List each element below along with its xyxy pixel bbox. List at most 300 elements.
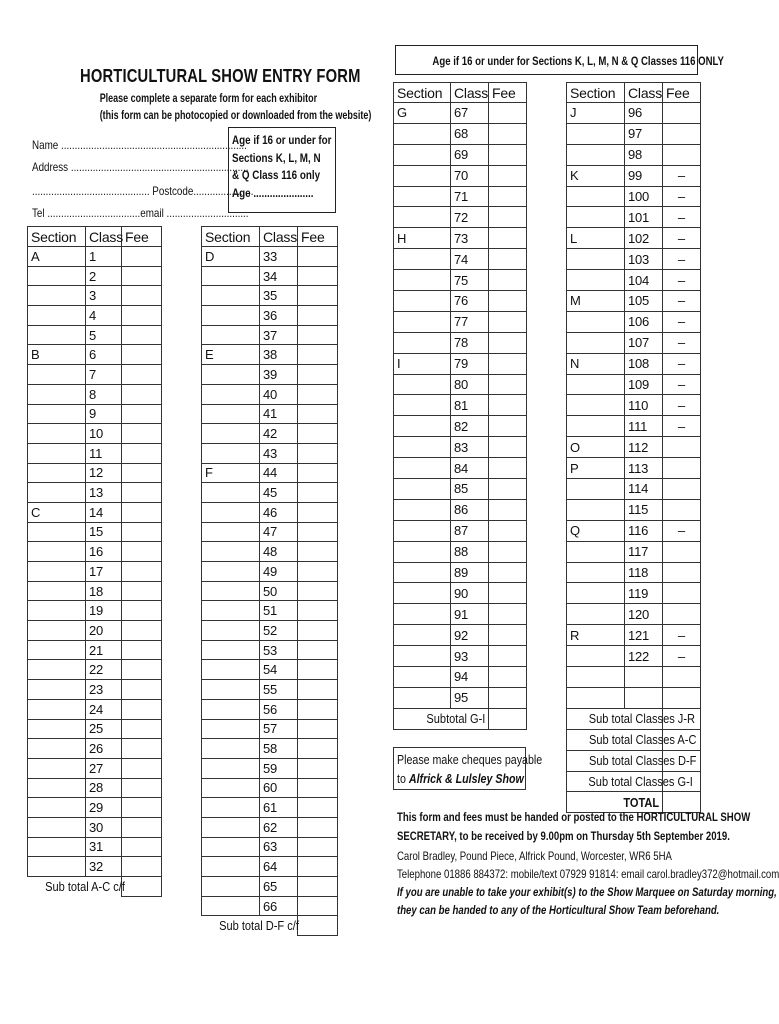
fee-cell[interactable] [298,680,338,700]
table-row [202,542,338,562]
class-cell: 90 [451,583,489,604]
class-cell: 24 [86,699,122,719]
fee-cell[interactable]: – [663,332,701,353]
table-row [567,687,701,708]
subtotal-label [202,916,298,936]
section-cell: P [567,458,625,479]
class-cell: 45 [260,483,298,503]
fee-cell[interactable] [122,365,162,385]
fee-cell[interactable] [122,286,162,306]
class-cell: 60 [260,778,298,798]
class-cell: 84 [451,458,489,479]
table-row [394,207,527,228]
section-cell [567,123,625,144]
fee-cell[interactable] [298,247,338,267]
fee-cell[interactable] [298,621,338,641]
section-cell [567,311,625,332]
fee-cell[interactable]: – [663,207,701,228]
fee-cell[interactable] [298,266,338,286]
fee-cell[interactable] [298,404,338,424]
fee-cell[interactable]: – [663,625,701,646]
fee-cell[interactable]: – [663,165,701,186]
section-cell [394,311,451,332]
fee-cell[interactable] [489,270,527,291]
fee-cell[interactable] [663,123,701,144]
fee-cell[interactable] [489,604,527,625]
class-cell: 105 [625,291,663,312]
column-header-class: Class [625,83,663,103]
fee-cell[interactable] [122,660,162,680]
class-cell: 68 [451,123,489,144]
table-row [394,437,527,458]
class-cell: 48 [260,542,298,562]
section-cell [28,483,86,503]
class-cell [625,667,663,688]
section-cell [394,667,451,688]
cheque-note [393,747,543,790]
fee-cell[interactable] [489,562,527,583]
fee-cell[interactable] [298,443,338,463]
fee-cell[interactable] [298,483,338,503]
class-cell: 82 [451,416,489,437]
table-row [567,583,701,604]
fee-cell[interactable] [122,325,162,345]
class-cell: 73 [451,228,489,249]
fee-cell[interactable] [122,345,162,365]
fee-cell[interactable] [122,699,162,719]
section-cell [202,778,260,798]
fee-cell[interactable]: – [663,646,701,667]
fee-cell[interactable] [663,583,701,604]
section-cell [202,306,260,326]
table-row [28,306,162,326]
fee-cell[interactable]: – [663,311,701,332]
section-cell [567,583,625,604]
class-cell: 57 [260,719,298,739]
fee-cell[interactable] [489,499,527,520]
tel-email-field[interactable]: Tel ..................................email .............................. [32,206,249,220]
table-row [567,458,701,479]
fee-cell[interactable] [489,374,527,395]
table-row [28,424,162,444]
fee-cell[interactable] [298,640,338,660]
fee-cell[interactable] [489,353,527,374]
class-cell: 35 [260,286,298,306]
fee-cell[interactable] [122,483,162,503]
table-row [394,625,527,646]
fee-cell[interactable] [298,699,338,719]
fee-cell[interactable] [489,583,527,604]
cheque-payee: Alfrick & Lulsley Show [408,771,524,786]
class-cell: 6 [86,345,122,365]
subtotal-label [28,877,125,897]
table-row [28,384,162,404]
subtotal-fee-cell[interactable] [489,708,527,729]
fee-cell[interactable] [122,640,162,660]
table-row [394,353,527,374]
fee-cell[interactable] [122,817,162,837]
table-row [28,522,162,542]
fee-cell[interactable] [122,424,162,444]
table-row [202,601,338,621]
section-cell [28,699,86,719]
section-cell [394,165,451,186]
class-cell: 26 [86,739,122,759]
fee-cell[interactable] [298,463,338,483]
address-field[interactable]: Address ................................................................. [32,160,249,174]
table-row [202,719,338,739]
section-cell [28,758,86,778]
subtotal-label [567,708,695,729]
fee-cell[interactable] [122,306,162,326]
table-row [394,186,527,207]
fee-cell[interactable] [122,739,162,759]
table-row [28,443,162,463]
fee-cell[interactable] [489,165,527,186]
section-cell [28,522,86,542]
subtotal-row [567,750,701,771]
fee-cell[interactable] [298,522,338,542]
table-row [202,443,338,463]
table-row [202,817,338,837]
section-cell [202,719,260,739]
fee-cell[interactable] [298,739,338,759]
table-row [28,739,162,759]
footer-deadline-line: This form and fees must be handed or posted to the HORTICULTURAL SHOW [397,810,751,824]
class-cell: 72 [451,207,489,228]
class-cell: 41 [260,404,298,424]
footer-handover-note: If you are unable to take your exhibit(s) to the Show Marquee on Saturday morning, [397,885,777,899]
fee-cell[interactable] [298,758,338,778]
fee-cell[interactable] [663,458,701,479]
class-cell: 55 [260,680,298,700]
table-row [394,499,527,520]
fee-cell[interactable] [298,502,338,522]
subtotal-fee-cell[interactable] [122,877,162,897]
fee-cell[interactable] [298,660,338,680]
class-cell: 51 [260,601,298,621]
subtotal-text: Sub total Classes J-R [588,711,695,727]
section-cell [394,646,451,667]
fee-cell[interactable] [122,443,162,463]
section-cell [202,739,260,759]
fee-cell[interactable] [663,103,701,124]
fee-cell[interactable] [298,896,338,916]
fee-cell[interactable] [298,778,338,798]
fee-cell[interactable]: – [663,249,701,270]
table-row [202,562,338,582]
subtotal-row [567,708,701,729]
section-cell: R [567,625,625,646]
fee-cell[interactable] [298,719,338,739]
fee-cell[interactable] [122,404,162,424]
section-cell [28,621,86,641]
name-field[interactable]: Name .................................................................... [32,138,247,152]
column-header-class: Class [260,227,298,247]
section-cell [28,719,86,739]
fee-cell[interactable]: – [663,186,701,207]
fee-cell[interactable] [298,325,338,345]
class-cell: 34 [260,266,298,286]
fee-cell[interactable] [122,680,162,700]
table-row [202,581,338,601]
fee-cell[interactable] [298,365,338,385]
table-row [202,877,338,897]
fee-cell[interactable]: – [663,395,701,416]
section-cell [202,758,260,778]
section-cell [567,332,625,353]
class-cell: 92 [451,625,489,646]
class-cell: 106 [625,311,663,332]
cheque-line: Please make cheques payable [397,752,543,767]
age-box-line: & Q Class 116 only [232,168,321,182]
fee-cell[interactable] [122,719,162,739]
class-cell: 53 [260,640,298,660]
fee-cell[interactable] [489,625,527,646]
class-cell: 102 [625,228,663,249]
class-cell: 80 [451,374,489,395]
section-cell [202,601,260,621]
table-row [394,332,527,353]
fee-cell[interactable] [122,522,162,542]
fee-cell[interactable] [122,778,162,798]
class-cell: 87 [451,520,489,541]
fee-cell[interactable] [122,857,162,877]
section-cell [567,374,625,395]
subtotal-row [567,771,701,792]
subtotal-row [567,729,701,750]
table-header-row [28,227,162,247]
table-row [202,739,338,759]
fee-cell[interactable] [663,667,701,688]
table-row [28,286,162,306]
fee-cell[interactable]: – [663,270,701,291]
fee-cell[interactable] [489,103,527,124]
fee-cell[interactable] [489,479,527,500]
fee-cell[interactable] [298,798,338,818]
fee-cell[interactable] [489,249,527,270]
fee-cell[interactable] [489,416,527,437]
fee-cell[interactable] [122,502,162,522]
fee-cell[interactable] [489,291,527,312]
fee-cell[interactable] [122,621,162,641]
section-cell: G [394,103,451,124]
fee-cell[interactable] [663,604,701,625]
fee-cell[interactable] [489,207,527,228]
fee-cell[interactable] [298,817,338,837]
fee-cell[interactable] [298,286,338,306]
class-cell: 27 [86,758,122,778]
class-cell: 85 [451,479,489,500]
section-cell [202,483,260,503]
table-row [202,896,338,916]
fee-cell[interactable] [298,345,338,365]
section-cell [567,479,625,500]
class-cell: 91 [451,604,489,625]
class-cell: 104 [625,270,663,291]
class-cell: 19 [86,601,122,621]
fee-cell[interactable]: – [663,520,701,541]
section-cell [394,687,451,708]
fee-cell[interactable] [489,437,527,458]
fee-cell[interactable] [663,562,701,583]
fee-cell[interactable]: – [663,374,701,395]
table-row [567,625,701,646]
table-row [202,286,338,306]
fee-cell[interactable] [663,541,701,562]
fee-cell[interactable] [489,332,527,353]
table-row [394,249,527,270]
fee-cell[interactable] [122,758,162,778]
subtitle-photocopy: (this form can be photocopied or downloaded from the website) [99,110,372,122]
table-row [567,499,701,520]
class-cell: 7 [86,365,122,385]
fee-cell[interactable] [122,463,162,483]
section-cell [567,416,625,437]
fee-cell[interactable] [663,499,701,520]
column-header-section: Section [394,83,451,103]
fee-cell[interactable] [298,877,338,897]
class-cell: 11 [86,443,122,463]
section-cell [28,443,86,463]
table-row [394,291,527,312]
fee-cell[interactable] [489,541,527,562]
fee-cell[interactable] [489,667,527,688]
section-cell [202,443,260,463]
column-header-section: Section [202,227,260,247]
fee-cell[interactable] [298,306,338,326]
fee-cell[interactable] [298,857,338,877]
fee-cell[interactable] [489,186,527,207]
fee-cell[interactable] [663,437,701,458]
table-row [28,857,162,877]
fee-cell[interactable] [489,458,527,479]
class-cell: 9 [86,404,122,424]
section-cell [394,123,451,144]
section-cell [567,687,625,708]
table-row [567,228,701,249]
fee-cell[interactable] [298,562,338,582]
class-cell: 122 [625,646,663,667]
class-cell: 44 [260,463,298,483]
subtotal-fee-cell[interactable] [298,916,338,936]
fee-cell[interactable] [298,837,338,857]
section-cell [202,817,260,837]
fee-cell[interactable]: – [663,416,701,437]
fee-cell[interactable] [663,479,701,500]
fee-cell[interactable] [122,798,162,818]
class-cell: 28 [86,778,122,798]
class-cell: 12 [86,463,122,483]
table-row [28,542,162,562]
column-header-section: Section [567,83,625,103]
fee-cell[interactable] [122,384,162,404]
section-cell [394,249,451,270]
fee-cell[interactable] [489,520,527,541]
fee-cell[interactable] [298,542,338,562]
fee-cell[interactable] [489,395,527,416]
subtotal-label [567,729,697,750]
section-cell [567,646,625,667]
fee-cell[interactable] [489,311,527,332]
table-row [28,483,162,503]
table-header-row [567,83,701,103]
fee-cell[interactable] [298,384,338,404]
class-cell: 36 [260,306,298,326]
table-row [394,604,527,625]
class-cell: 119 [625,583,663,604]
fee-cell[interactable]: – [663,353,701,374]
class-cell: 39 [260,365,298,385]
section-cell [394,562,451,583]
class-cell: 120 [625,604,663,625]
fee-cell[interactable] [298,424,338,444]
table-row [202,345,338,365]
table-row [567,374,701,395]
section-cell: K [567,165,625,186]
class-cell: 21 [86,640,122,660]
class-cell: 42 [260,424,298,444]
fee-cell[interactable] [122,837,162,857]
fee-cell[interactable] [122,542,162,562]
section-cell [394,625,451,646]
table-row [202,463,338,483]
section-cell [202,522,260,542]
section-cell [202,699,260,719]
section-cell [567,562,625,583]
table-row [28,404,162,424]
section-cell [28,463,86,483]
class-cell: 111 [625,416,663,437]
fee-cell[interactable] [122,581,162,601]
class-cell: 23 [86,680,122,700]
class-cell: 4 [86,306,122,326]
fee-cell[interactable] [298,581,338,601]
fee-cell[interactable] [489,646,527,667]
table-row [567,207,701,228]
fee-cell[interactable]: – [663,291,701,312]
age-field[interactable]: Age ...................... [232,185,314,200]
section-cell [28,306,86,326]
fee-cell[interactable] [122,601,162,621]
postcode-field[interactable]: ........................................... Postcode...................... [32,184,254,198]
fee-cell[interactable] [663,687,701,708]
fee-cell[interactable] [489,144,527,165]
subtotal-label [567,771,693,792]
fee-cell[interactable] [122,562,162,582]
section-cell [567,604,625,625]
section-cell [28,601,86,621]
section-cell [394,437,451,458]
table-row [394,646,527,667]
section-cell [567,249,625,270]
section-cell [28,640,86,660]
fee-cell[interactable] [122,247,162,267]
fee-cell[interactable] [298,601,338,621]
fee-cell[interactable]: – [663,228,701,249]
fee-cell[interactable] [489,687,527,708]
section-cell [28,424,86,444]
table-row [394,479,527,500]
fee-cell[interactable] [489,228,527,249]
table-row [567,541,701,562]
section-cell [28,562,86,582]
fee-cell[interactable] [489,123,527,144]
class-cell: 56 [260,699,298,719]
class-cell: 13 [86,483,122,503]
fee-cell[interactable] [122,266,162,286]
fee-cell[interactable] [663,144,701,165]
